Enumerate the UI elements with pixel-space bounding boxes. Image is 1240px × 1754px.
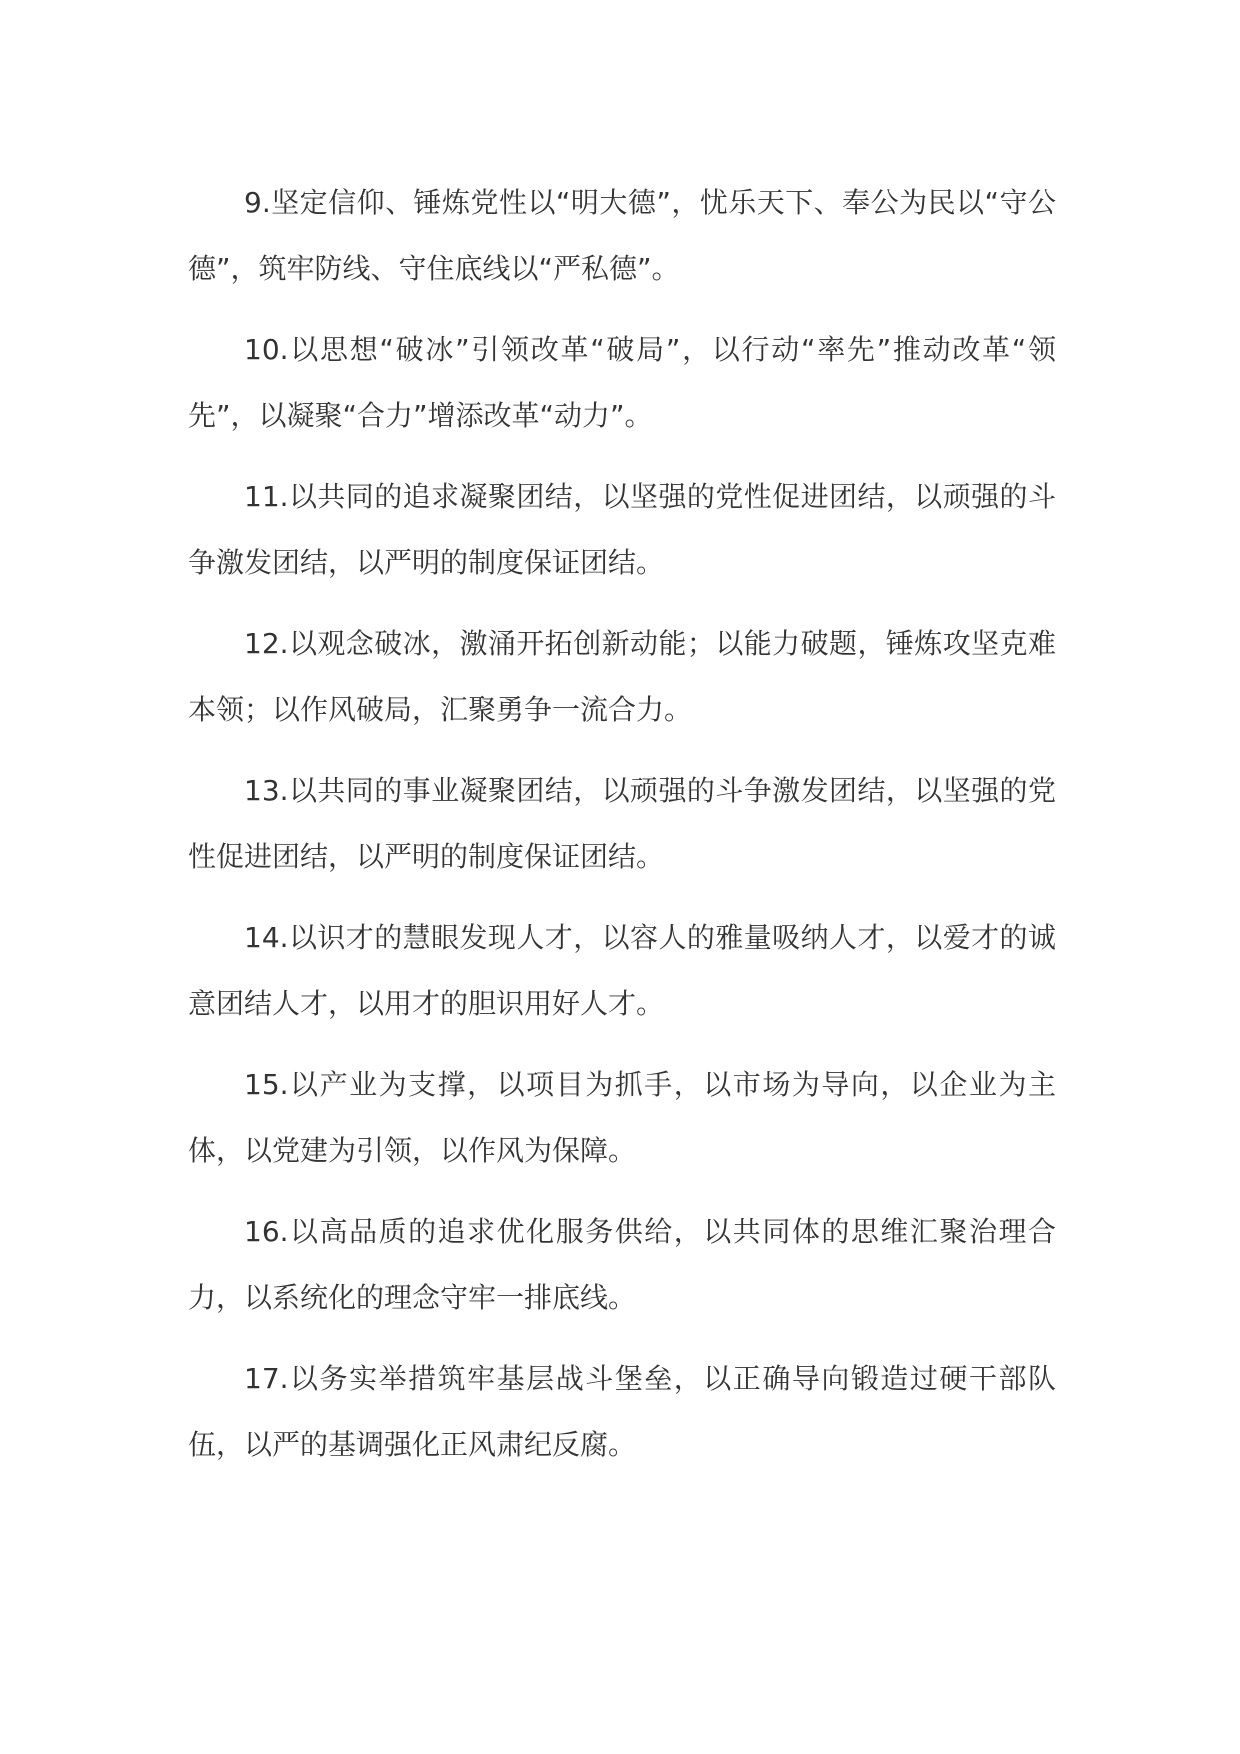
paragraph-15: 15.以产业为支撑，以项目为抓手，以市场为导向，以企业为主体，以党建为引领，以作风为保障。	[188, 1068, 1056, 1167]
paragraph-12: 12.以观念破冰，激涌开拓创新动能；以能力破题，锤炼攻坚克难本领；以作风破局，汇聚勇争一流合力。	[188, 627, 1056, 726]
paragraph-14: 14.以识才的慧眼发现人才，以容人的雅量吸纳人才，以爱才的诚意团结人才，以用才的胆识用好人才。	[188, 921, 1056, 1020]
paragraph-13: 13.以共同的事业凝聚团结，以顽强的斗争激发团结，以坚强的党性促进团结，以严明的制度保证团结。	[188, 774, 1056, 873]
paragraph-17: 17.以务实举措筑牢基层战斗堡垒，以正确导向锻造过硬干部队伍，以严的基调强化正风肃纪反腐。	[188, 1362, 1056, 1461]
paragraph-10: 10.以思想“破冰”引领改革“破局”，以行动“率先”推动改革“领先”，以凝聚“合力”增添改革“动力”。	[188, 333, 1056, 432]
document-body	[188, 170, 1056, 1493]
paragraph-9: 9.坚定信仰、锤炼党性以“明大德”，忧乐天下、奉公为民以“守公德”，筑牢防线、守住底线以“严私德”。	[188, 186, 1056, 285]
paragraph-11: 11.以共同的追求凝聚团结，以坚强的党性促进团结，以顽强的斗争激发团结，以严明的制度保证团结。	[188, 480, 1056, 579]
paragraph-16: 16.以高品质的追求优化服务供给，以共同体的思维汇聚治理合力，以系统化的理念守牢一排底线。	[188, 1215, 1056, 1314]
